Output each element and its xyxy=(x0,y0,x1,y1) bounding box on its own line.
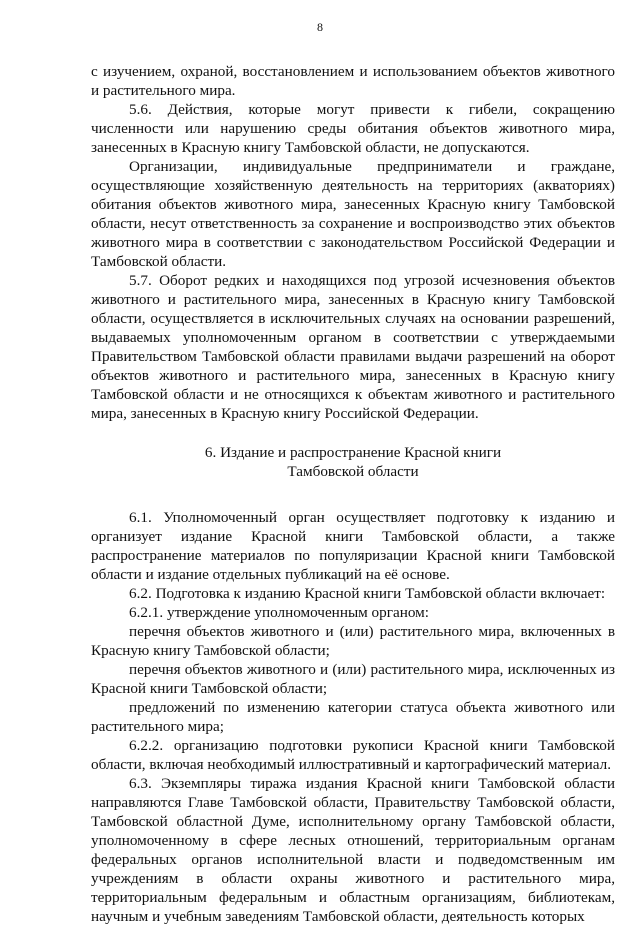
paragraph-6-2-2: 6.2.2. организацию подготовки рукописи Красной книги Тамбовской области, включая необходимый иллюстративный и картографический материал. xyxy=(91,737,615,773)
list-item-included: перечня объектов животного и (или) растительного мира, включенных в Красную книгу Тамбовской области; xyxy=(91,623,615,659)
paragraph-5-7: 5.7. Оборот редких и находящихся под угрозой исчезновения объектов животного и растительного мира, занесенных в Красную книгу Тамбовской области, осуществляется в исключительных случаях на основании разрешений, выдаваемых уполномоченным органом в соответствии с утверждаемыми Правительством Тамбовской области правилами выдачи разрешений на оборот объектов животного и растительного мира, занесенных в Красную книгу Тамбовской области и не относящихся к объектам животного и растительного мира, занесенных в Красную книгу Российской Федерации. xyxy=(91,272,615,422)
list-item-excluded: перечня объектов животного и (или) растительного мира, исключенных из Красной книги Тамбовской области; xyxy=(91,661,615,697)
page-number: 8 xyxy=(317,20,323,34)
paragraph-organizations: Организации, индивидуальные предприниматели и граждане, осуществляющие хозяйственную деятельность на территориях (акваториях) обитания объектов животного мира, занесенных Красную книгу Тамбовской области, несут ответственность за сохранение и воспроизводство этих объектов животного мира в соответствии с законодательством Российской Федерации и Тамбовской области. xyxy=(91,158,615,270)
paragraph-6-2: 6.2. Подготовка к изданию Красной книги Тамбовской области включает: xyxy=(129,585,606,602)
paragraph-5-6: 5.6. Действия, которые могут привести к гибели, сокращению численности или нарушению среды обитания объектов животного мира, занесенных в Красную книгу Тамбовской области, не допускаются. xyxy=(91,101,615,156)
section-heading-line-2: Тамбовской области xyxy=(287,463,419,480)
list-item-category: предложений по изменению категории статуса объекта животного или растительного мира; xyxy=(91,699,615,735)
section-heading xyxy=(91,443,615,481)
paragraph-6-1: 6.1. Уполномоченный орган осуществляет подготовку к изданию и организует издание Красной книги Тамбовской области, а также распространение материалов по популяризации Красной книги Тамбовской области и издание отдельных публикаций на её основе. xyxy=(91,509,615,583)
paragraph-6-2-1: 6.2.1. утверждение уполномоченным органом: xyxy=(129,604,429,621)
paragraph-continuation: с изучением, охраной, восстановлением и использованием объектов животного и растительного мира. xyxy=(91,63,615,99)
paragraph-6-3: 6.3. Экземпляры тиража издания Красной книги Тамбовской области направляются Главе Тамбовской области, Правительству Тамбовской области, Тамбовской областной Думе, исполнительному органу Тамбовской области, уполномоченному в сфере лесных отношений, территориальным органам федеральных органов исполнительной власти и подведомственным им учреждениям в области охраны животного и растительного мира, территориальным федеральным и областным организациям, библиотекам, научным и учебным заведениям Тамбовской области, деятельность которых xyxy=(91,775,615,925)
document-body xyxy=(91,62,615,926)
section-heading-line-1: 6. Издание и распространение Красной книги xyxy=(204,444,502,461)
